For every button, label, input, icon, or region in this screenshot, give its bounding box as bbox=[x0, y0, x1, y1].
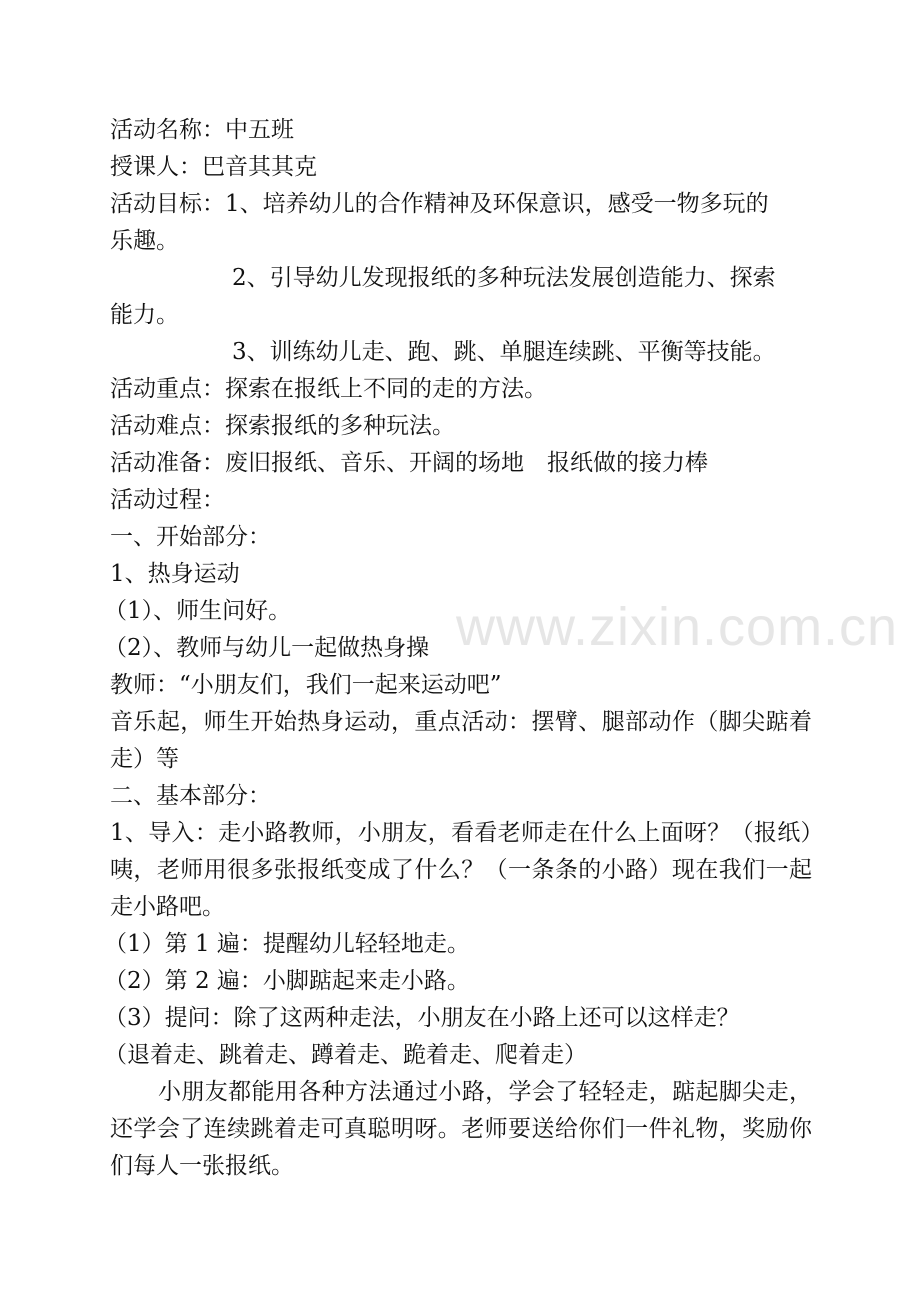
intro-paragraph: 1、导入：走小路教师，小朋友，看看老师走在什么上面呀？（报纸）咦，老师用很多张报纸变成了什么？（一条条的小路）现在我们一起走小路吧。 bbox=[110, 820, 812, 920]
goal-3-line: 3、训练幼儿走、跑、跳、单腿连续跳、平衡等技能。 bbox=[232, 339, 776, 365]
preparation-line: 活动准备：废旧报纸、音乐、开阔的场地 报纸做的接力棒 bbox=[110, 450, 708, 476]
warmup-heading: 1、热身运动 bbox=[110, 561, 240, 587]
part-2-heading: 二、基本部分： bbox=[110, 783, 271, 809]
walk-step-3: （3）提问：除了这两种走法，小朋友在小路上还可以这样走？ bbox=[104, 1005, 740, 1031]
goal-2-continuation: 能力。 bbox=[110, 302, 179, 328]
warmup-step-2: （2）、教师与幼儿一起做热身操 bbox=[104, 635, 430, 661]
walk-step-1: （1）第 1 遍：提醒幼儿轻轻地走。 bbox=[104, 931, 470, 957]
process-heading: 活动过程： bbox=[110, 487, 225, 513]
music-paragraph: 音乐起，师生开始热身运动，重点活动：摆臂、腿部动作（脚尖踮着走）等 bbox=[110, 709, 812, 772]
goal-2-line: 2、引导幼儿发现报纸的多种玩法发展创造能力、探索 bbox=[232, 265, 776, 291]
lesson-plan-body bbox=[104, 112, 812, 1185]
goal-1-continuation: 乐趣。 bbox=[110, 228, 179, 254]
warmup-step-1: （1）、师生问好。 bbox=[104, 598, 292, 624]
activity-name-line: 活动名称：中五班 bbox=[110, 117, 294, 143]
walk-step-3-answer: （退着走、跳着走、蹲着走、跪着走、爬着走） bbox=[104, 1042, 587, 1068]
teacher-quote: 教师：“小朋友们，我们一起来运动吧” bbox=[110, 672, 502, 698]
goal-1-line: 活动目标：1、培养幼儿的合作精神及环保意识，感受一物多玩的 bbox=[110, 191, 769, 217]
part-1-heading: 一、开始部分： bbox=[110, 524, 271, 550]
summary-paragraph: 小朋友都能用各种方法通过小路，学会了轻轻走，踮起脚尖走，还学会了连续跳着走可真聪明呀。老师要送给你们一件礼物，奖励你们每人一张报纸。 bbox=[110, 1079, 812, 1179]
key-point-line: 活动重点：探索在报纸上不同的走的方法。 bbox=[110, 376, 547, 402]
watermark: www.zixin.com.cn bbox=[456, 597, 899, 657]
teacher-line: 授课人：巴音其其克 bbox=[110, 154, 317, 180]
difficulty-line: 活动难点：探索报纸的多种玩法。 bbox=[110, 413, 455, 439]
walk-step-2: （2）第 2 遍：小脚踮起来走小路。 bbox=[104, 968, 470, 994]
